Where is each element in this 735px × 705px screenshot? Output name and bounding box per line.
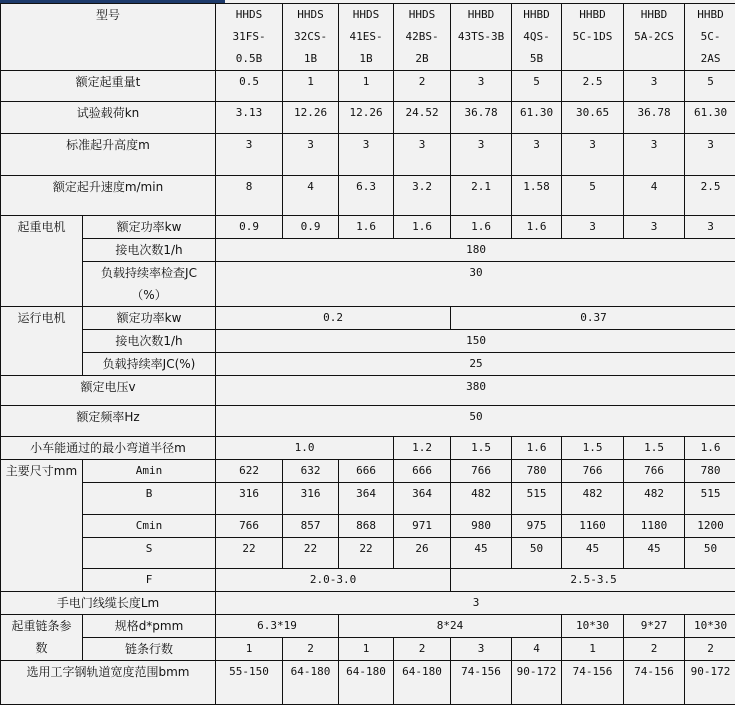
cell: 4 bbox=[512, 638, 562, 661]
cell: 3.2 bbox=[394, 176, 451, 216]
row-travel-power bbox=[1, 307, 735, 330]
cell: 766 bbox=[216, 515, 283, 538]
cell: 74-156 bbox=[624, 661, 685, 705]
cell: 50 bbox=[685, 538, 735, 569]
cell: 90-172 bbox=[685, 661, 735, 705]
row-label: 链条行数 bbox=[83, 638, 216, 661]
cell: 666 bbox=[394, 460, 451, 483]
row-travel-duty bbox=[1, 353, 735, 376]
cell: 10*30 bbox=[562, 615, 624, 638]
row-dim-b bbox=[1, 483, 735, 515]
cell: 482 bbox=[624, 483, 685, 515]
cell: 766 bbox=[451, 460, 512, 483]
row-hoist-power bbox=[1, 216, 735, 239]
cell: 30.65 bbox=[562, 102, 624, 134]
row-hoist-switching bbox=[1, 239, 735, 262]
cell: 3 bbox=[624, 134, 685, 176]
cell: 766 bbox=[562, 460, 624, 483]
cell: 3 bbox=[624, 71, 685, 102]
cell: 364 bbox=[394, 483, 451, 515]
model-1: HHDS 31FS- 0.5B bbox=[216, 4, 283, 71]
cell: 22 bbox=[339, 538, 394, 569]
cell: 3 bbox=[339, 134, 394, 176]
cell: 64-180 bbox=[283, 661, 339, 705]
cell: 3 bbox=[685, 216, 735, 239]
row-chain-falls bbox=[1, 638, 735, 661]
cell: 380 bbox=[216, 376, 735, 406]
cell: 1.2 bbox=[394, 437, 451, 460]
cell: 1.6 bbox=[685, 437, 735, 460]
cell: 3 bbox=[216, 592, 735, 615]
group-travel-motor: 运行电机 bbox=[1, 307, 83, 376]
cell: 2.0-3.0 bbox=[216, 569, 451, 592]
cell: 45 bbox=[624, 538, 685, 569]
cell: 150 bbox=[216, 330, 735, 353]
row-label: 小车能通过的最小弯道半径m bbox=[1, 437, 216, 460]
cell: 61.30 bbox=[685, 102, 735, 134]
cell: 90-172 bbox=[512, 661, 562, 705]
cell: 1.6 bbox=[512, 216, 562, 239]
model-4: HHDS 42BS- 2B bbox=[394, 4, 451, 71]
cell: 50 bbox=[216, 406, 735, 437]
cell: 61.30 bbox=[512, 102, 562, 134]
cell: 1200 bbox=[685, 515, 735, 538]
cell: 632 bbox=[283, 460, 339, 483]
cell: 2.5 bbox=[562, 71, 624, 102]
cell: 857 bbox=[283, 515, 339, 538]
cell: 0.9 bbox=[216, 216, 283, 239]
cell: 780 bbox=[512, 460, 562, 483]
cell: 1 bbox=[562, 638, 624, 661]
cell: 3 bbox=[685, 134, 735, 176]
row-label: B bbox=[83, 483, 216, 515]
row-voltage bbox=[1, 376, 735, 406]
cell: 1.5 bbox=[451, 437, 512, 460]
row-min-radius bbox=[1, 437, 735, 460]
row-label: 额定频率Hz bbox=[1, 406, 216, 437]
cell: 3 bbox=[562, 216, 624, 239]
cell: 5 bbox=[512, 71, 562, 102]
cell: 36.78 bbox=[624, 102, 685, 134]
row-label: 额定起重量t bbox=[1, 71, 216, 102]
cell: 64-180 bbox=[339, 661, 394, 705]
row-dim-s bbox=[1, 538, 735, 569]
cell: 1.6 bbox=[339, 216, 394, 239]
cell: 3 bbox=[283, 134, 339, 176]
cell: 0.2 bbox=[216, 307, 451, 330]
cell: 25 bbox=[216, 353, 735, 376]
cell: 55-150 bbox=[216, 661, 283, 705]
cell: 3 bbox=[562, 134, 624, 176]
cell: 2 bbox=[394, 71, 451, 102]
cell: 316 bbox=[216, 483, 283, 515]
model-2: HHDS 32CS- 1B bbox=[283, 4, 339, 71]
header-row bbox=[1, 4, 735, 71]
row-label: 额定起升速度m/min bbox=[1, 176, 216, 216]
row-dim-f bbox=[1, 569, 735, 592]
cell: 2 bbox=[394, 638, 451, 661]
row-label: 手电门线缆长度Lm bbox=[1, 592, 216, 615]
cell: 45 bbox=[451, 538, 512, 569]
cell: 6.3*19 bbox=[216, 615, 339, 638]
cell: 3 bbox=[451, 71, 512, 102]
model-7: HHBD 5C-1DS bbox=[562, 4, 624, 71]
row-rated-load bbox=[1, 71, 735, 102]
cell: 12.26 bbox=[339, 102, 394, 134]
hoist-spec-table bbox=[0, 3, 735, 705]
model-8: HHBD 5A-2CS bbox=[624, 4, 685, 71]
cell: 4 bbox=[624, 176, 685, 216]
cell: 180 bbox=[216, 239, 735, 262]
cell: 666 bbox=[339, 460, 394, 483]
cell: 5 bbox=[562, 176, 624, 216]
cell: 2 bbox=[685, 638, 735, 661]
cell: 22 bbox=[216, 538, 283, 569]
cell: 1.6 bbox=[512, 437, 562, 460]
cell: 515 bbox=[685, 483, 735, 515]
row-label: 额定功率kw bbox=[83, 216, 216, 239]
cell: 6.3 bbox=[339, 176, 394, 216]
cell: 12.26 bbox=[283, 102, 339, 134]
cell: 2.5-3.5 bbox=[451, 569, 735, 592]
group-dimensions: 主要尺寸mm bbox=[1, 460, 83, 592]
cell: 1.6 bbox=[451, 216, 512, 239]
cell: 0.5 bbox=[216, 71, 283, 102]
cell: 1 bbox=[339, 638, 394, 661]
model-header: 型号 bbox=[1, 4, 216, 71]
cell: 0.9 bbox=[283, 216, 339, 239]
row-dim-cmin bbox=[1, 515, 735, 538]
group-hoist-motor: 起重电机 bbox=[1, 216, 83, 307]
cell: 3.13 bbox=[216, 102, 283, 134]
cell: 766 bbox=[624, 460, 685, 483]
row-chain-spec bbox=[1, 615, 735, 638]
cell: 26 bbox=[394, 538, 451, 569]
cell: 780 bbox=[685, 460, 735, 483]
cell: 4 bbox=[283, 176, 339, 216]
cell: 868 bbox=[339, 515, 394, 538]
cell: 0.37 bbox=[451, 307, 735, 330]
row-label: 接电次数1/h bbox=[83, 239, 216, 262]
row-label: 试验载荷kn bbox=[1, 102, 216, 134]
cell: 364 bbox=[339, 483, 394, 515]
cell: 50 bbox=[512, 538, 562, 569]
cell: 482 bbox=[451, 483, 512, 515]
cell: 1160 bbox=[562, 515, 624, 538]
cell: 36.78 bbox=[451, 102, 512, 134]
model-6: HHBD 4QS- 5B bbox=[512, 4, 562, 71]
cell: 24.52 bbox=[394, 102, 451, 134]
row-lift-height bbox=[1, 134, 735, 176]
cell: 3 bbox=[394, 134, 451, 176]
row-label: 选用工字钢轨道宽度范围bmm bbox=[1, 661, 216, 705]
cell: 515 bbox=[512, 483, 562, 515]
cell: 980 bbox=[451, 515, 512, 538]
row-pendant-cable bbox=[1, 592, 735, 615]
row-hoist-duty bbox=[1, 262, 735, 307]
row-label: 负载持续率检查JC （%） bbox=[83, 262, 216, 307]
cell: 8*24 bbox=[339, 615, 562, 638]
cell: 1.0 bbox=[216, 437, 394, 460]
row-label: 规格d*pmm bbox=[83, 615, 216, 638]
row-label: S bbox=[83, 538, 216, 569]
cell: 74-156 bbox=[562, 661, 624, 705]
cell: 971 bbox=[394, 515, 451, 538]
cell: 9*27 bbox=[624, 615, 685, 638]
cell: 2.1 bbox=[451, 176, 512, 216]
cell: 10*30 bbox=[685, 615, 735, 638]
cell: 1 bbox=[216, 638, 283, 661]
row-travel-switching bbox=[1, 330, 735, 353]
cell: 1.5 bbox=[624, 437, 685, 460]
row-label: 额定功率kw bbox=[83, 307, 216, 330]
cell: 1 bbox=[283, 71, 339, 102]
cell: 74-156 bbox=[451, 661, 512, 705]
cell: 1.58 bbox=[512, 176, 562, 216]
row-label: 负载持续率JC(%) bbox=[83, 353, 216, 376]
cell: 8 bbox=[216, 176, 283, 216]
cell: 3 bbox=[216, 134, 283, 176]
cell: 3 bbox=[512, 134, 562, 176]
cell: 3 bbox=[624, 216, 685, 239]
row-label: 额定电压v bbox=[1, 376, 216, 406]
cell: 64-180 bbox=[394, 661, 451, 705]
row-label: F bbox=[83, 569, 216, 592]
cell: 45 bbox=[562, 538, 624, 569]
cell: 482 bbox=[562, 483, 624, 515]
row-beam-width bbox=[1, 661, 735, 705]
row-test-load bbox=[1, 102, 735, 134]
cell: 1.5 bbox=[562, 437, 624, 460]
cell: 975 bbox=[512, 515, 562, 538]
cell: 5 bbox=[685, 71, 735, 102]
group-chain: 起重链条参 数 bbox=[1, 615, 83, 661]
cell: 1180 bbox=[624, 515, 685, 538]
cell: 316 bbox=[283, 483, 339, 515]
cell: 22 bbox=[283, 538, 339, 569]
cell: 2.5 bbox=[685, 176, 735, 216]
cell: 2 bbox=[624, 638, 685, 661]
row-label: Cmin bbox=[83, 515, 216, 538]
row-label: 标准起升高度m bbox=[1, 134, 216, 176]
cell: 3 bbox=[451, 638, 512, 661]
row-lift-speed bbox=[1, 176, 735, 216]
row-dim-amin bbox=[1, 460, 735, 483]
cell: 3 bbox=[451, 134, 512, 176]
cell: 2 bbox=[283, 638, 339, 661]
cell: 622 bbox=[216, 460, 283, 483]
model-5: HHBD 43TS-3B bbox=[451, 4, 512, 71]
cell: 1 bbox=[339, 71, 394, 102]
cell: 30 bbox=[216, 262, 735, 307]
row-label: Amin bbox=[83, 460, 216, 483]
cell: 1.6 bbox=[394, 216, 451, 239]
row-frequency bbox=[1, 406, 735, 437]
row-label: 接电次数1/h bbox=[83, 330, 216, 353]
model-9: HHBD 5C- 2AS bbox=[685, 4, 735, 71]
model-3: HHDS 41ES- 1B bbox=[339, 4, 394, 71]
